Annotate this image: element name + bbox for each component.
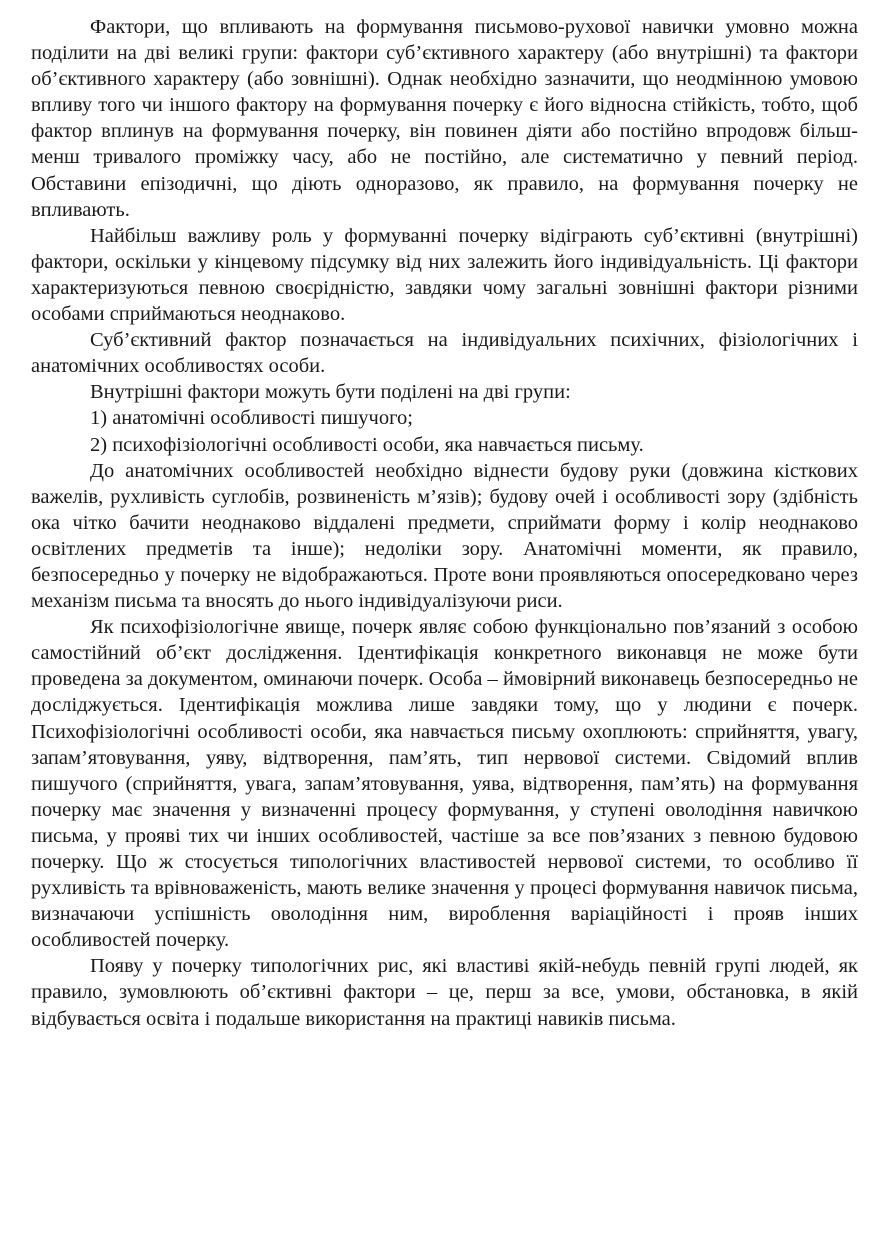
list-item-psychophysiological: 2) психофізіологічні особливості особи, яка навчається письму. bbox=[90, 433, 644, 456]
paragraph-subjective-factors: Найбільш важливу роль у формуванні почерку відіграють суб’єктивні (внутрішні) фактори, оскільки у кінцевому підсумку від них залежить його індивідуальність. Ці фактори характеризуються певною своєрідністю, завдяки чому загальні зовнішні фактори різними особами сприймаються неоднаково. bbox=[31, 224, 858, 326]
paragraph-factors-intro: Фактори, що впливають на формування письмово-рухової навички умовно можна поділити на дві великі групи: фактори суб’єктивного характеру (або внутрішні) та фактори об’єктивного характеру (або зовнішні). Однак необхідно зазначити, що неодмінною умовою впливу того чи іншого фактору на формування почерку є його відносна стійкість, тобто, щоб фактор вплинув на формування почерку, він повинен діяти або постійно впродовж більш-менш тривалого проміжку часу, або не постійно, але систематично у певний період. Обставини епізодичні, що діють одноразово, як правило, на формування почерку не впливають. bbox=[31, 16, 858, 221]
paragraph-typological-features: Появу у почерку типологічних рис, які властиві якій-небудь певній групі людей, як правило, зумовлюють об’єктивні фактори – це, перш за все, умови, обстановка, в якій відбувається освіта і подальше використання на практиці навиків письма. bbox=[31, 955, 858, 1030]
paragraph-internal-factors-groups: Внутрішні фактори можуть бути поділені на дві групи: bbox=[90, 381, 571, 404]
list-item-anatomical: 1) анатомічні особливості пишучого; bbox=[90, 407, 413, 430]
paragraph-anatomical-features: До анатомічних особливостей необхідно віднести будову руки (довжина кісткових важелів, рухливість суглобів, розвиненість м’язів); будову очей і особливості зору (здібність ока чітко бачити неоднаково віддалені предмети, сприймати форму і колір неоднаково освітлених предметів та інше); недоліки зору. Анатомічні моменти, як правило, безпосередньо у почерку не відображаються. Проте вони проявляються опосередковано через механізм письма та вносять до нього індивідуалізуючи риси. bbox=[31, 459, 858, 613]
paragraph-subjective-factor-definition: Суб’єктивний фактор позначається на індивідуальних психічних, фізіологічних і анатомічних особливостях особи. bbox=[31, 329, 858, 378]
paragraph-psychophysiological-phenomenon: Як психофізіологічне явище, почерк являє собою функціонально пов’язаний з особою самостійний об’єкт дослідження. Ідентифікація конкретного виконавця не може бути проведена за документом, оминаючи почерк. Особа – ймовірний виконавець безпосередньо не досліджується. Ідентифікація можлива лише завдяки тому, що у людини є почерк. Психофізіологічні особливості особи, яка навчається письму охоплюють: сприйняття, увагу, запам’ятовування, уяву, відтворення, пам’ять, тип нервової системи. Свідомий вплив пишучого (сприйняття, увага, запам’ятовування, уява, відтворення, пам’ять) на формування почерку має значення у визначенні процесу формування, у ступені оволодіння навичкою письма, у прояві тих чи інших особливостей, частіше за все пов’язаних з певною будовою почерку. Що ж стосується типологічних властивостей нервової системи, то особливо її рухливість та врівноваженість, мають велике значення у процесі формування навичок письма, визначаючи успішність оволодіння ним, вироблення варіаційності і прояв інших особливостей почерку. bbox=[31, 616, 858, 952]
